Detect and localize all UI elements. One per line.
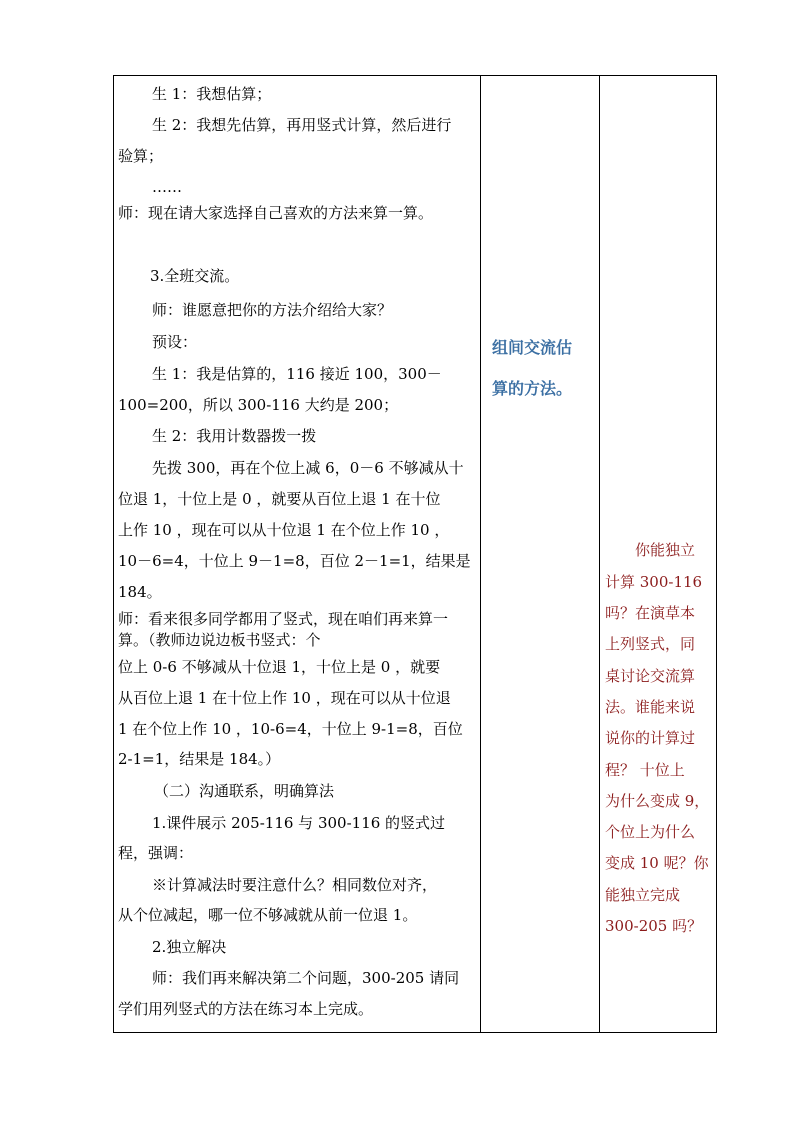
intent-line: 上列竖式，同	[605, 635, 696, 653]
intent-line: 个位上为什么	[605, 823, 696, 841]
intent-line: 能独立完成	[605, 886, 681, 904]
design-intent-cell	[603, 76, 711, 1032]
intent-line: 法。谁能来说	[605, 698, 696, 716]
text-line: 10－6=4，十位上 9－1=8，百位 2－1=1，结果是	[118, 552, 471, 570]
intent-line: 计算 300-116	[605, 573, 703, 591]
column-divider	[480, 76, 481, 1032]
text-line: 生 2：我用计数器拨一拨	[152, 427, 317, 445]
text-line: 预设：	[152, 333, 198, 351]
intent-line: 300-205 吗？	[605, 917, 703, 935]
text-line: 生 1：我是估算的，116 接近 100，300－	[152, 365, 442, 383]
text-line: 学们用列竖式的方法在练习本上完成。	[118, 1000, 374, 1018]
text-line: 验算；	[118, 147, 164, 165]
text-line: 100=200，所以 300-116 大约是 200；	[118, 396, 399, 414]
intent-line: 你能独立	[635, 541, 696, 559]
text-line: ※计算减法时要注意什么？相同数位对齐，	[152, 876, 438, 894]
text-line: 先拨 300，再在个位上减 6，0－6 不够减从十	[152, 459, 464, 477]
text-line: 师：现在请大家选择自己喜欢的方法来算一算。	[118, 204, 434, 222]
text-line: 184。	[118, 583, 162, 601]
text-line: 从百位上退 1 在十位上作 10 ，现在可以从十位退	[118, 689, 451, 707]
text-line: 位上 0-6 不够减从十位退 1，十位上是 0 ，就要	[118, 658, 441, 676]
intent-line: 为什么变成 9，	[605, 792, 710, 810]
intent-line: 变成 10 呢？你	[605, 854, 709, 872]
activity-line: 组间交流估	[492, 338, 573, 357]
text-line: 程，强调：	[118, 844, 194, 862]
text-line: ……	[152, 178, 182, 196]
text-line: 1.课件展示 205-116 与 300-116 的竖式过	[152, 814, 446, 832]
text-line: 师：我们再来解决第二个问题，300-205 请同	[152, 969, 460, 987]
text-line: 1 在个位上作 10 ，10-6=4，十位上 9-1=8，百位	[118, 720, 463, 738]
text-line: 2-1=1，结果是 184。）	[118, 750, 281, 768]
text-line: 算。（教师边说边板书竖式：个	[118, 631, 321, 649]
text-line: 师：看来很多同学都用了竖式，现在咱们再来算一	[118, 610, 449, 628]
text-line: 上作 10 ，现在可以从十位退 1 在个位上作 10 ，	[118, 521, 450, 539]
text-line: 3.全班交流。	[150, 267, 240, 285]
text-line: 生 2：我想先估算，再用竖式计算，然后进行	[152, 116, 452, 134]
intent-line: 说你的计算过	[605, 729, 696, 747]
text-line: 位退 1，十位上是 0 ，就要从百位上退 1 在十位	[118, 490, 441, 508]
section-heading: （二）沟通联系，明确算法	[154, 782, 335, 800]
text-line: 从个位减起，哪一位不够减就从前一位退 1。	[118, 906, 418, 924]
intent-line: 程？ 十位上	[605, 761, 685, 779]
intent-line: 吗？在演草本	[605, 604, 696, 622]
lesson-table	[113, 75, 717, 1033]
column-divider	[599, 76, 600, 1032]
teaching-process-cell	[114, 76, 480, 1032]
text-line: 生 1：我想估算；	[152, 85, 272, 103]
text-line: 2.独立解决	[152, 938, 227, 956]
text-line: 师：谁愿意把你的方法介绍给大家？	[152, 301, 393, 319]
activity-line: 算的方法。	[492, 379, 573, 398]
intent-line: 桌讨论交流算	[605, 667, 696, 685]
